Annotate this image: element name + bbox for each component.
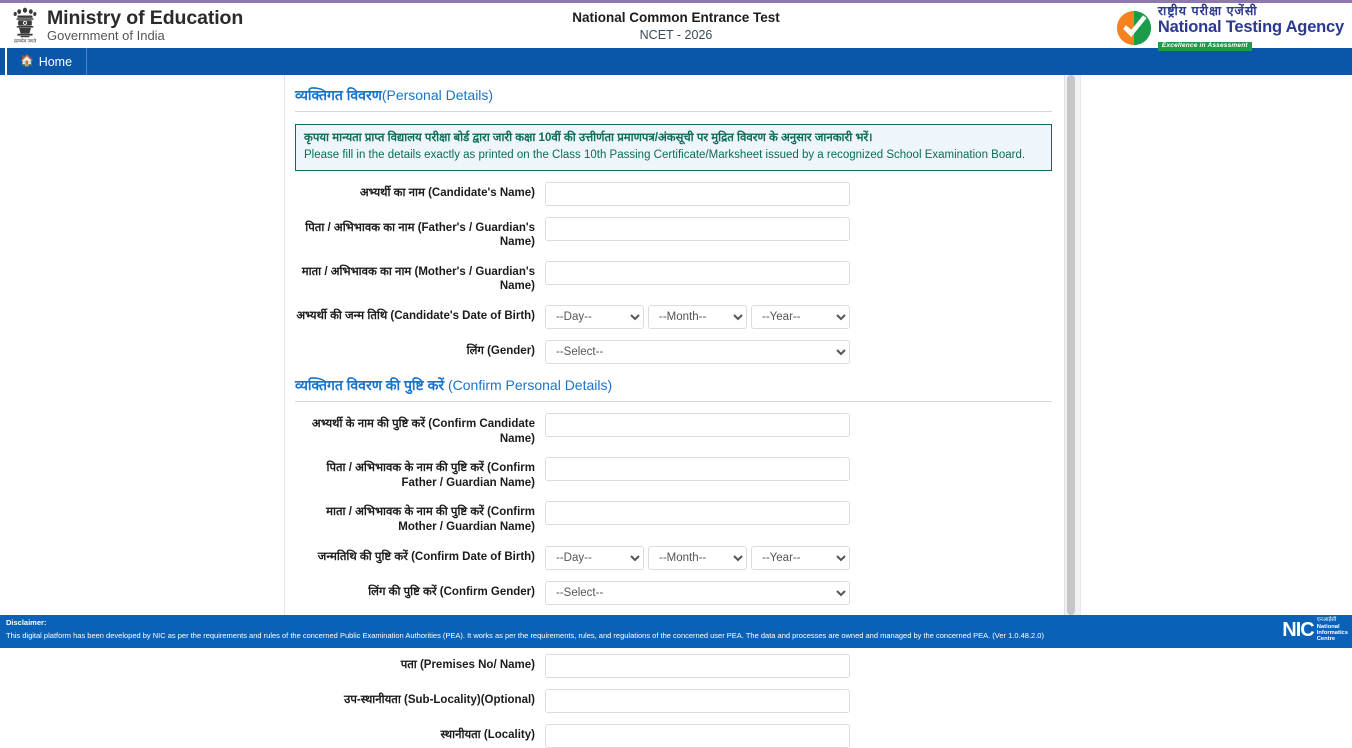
father-name-input[interactable] bbox=[545, 217, 850, 241]
label-sub-locality-en: (Sub-Locality)(Optional) bbox=[404, 693, 535, 706]
confirm-father-name-input[interactable] bbox=[545, 457, 850, 481]
label-father-name bbox=[295, 217, 545, 250]
exam-subtitle: NCET - 2026 bbox=[639, 27, 713, 42]
site-footer bbox=[0, 615, 1352, 648]
label-confirm-date-of-birth-en: (Confirm Date of Birth) bbox=[411, 550, 535, 563]
dob-year-select[interactable] bbox=[751, 305, 850, 329]
candidate-name-input[interactable] bbox=[545, 182, 850, 206]
form-row-confirm-candidate-name bbox=[295, 413, 1052, 446]
nic-name-line2: Informatics bbox=[1316, 630, 1348, 637]
label-mother-name bbox=[295, 261, 545, 294]
label-premises-hi: पता bbox=[400, 658, 420, 671]
confirm-mother-name-input[interactable] bbox=[545, 501, 850, 525]
locality-input[interactable] bbox=[545, 724, 850, 748]
label-confirm-father-name bbox=[295, 457, 545, 490]
label-date-of-birth bbox=[295, 305, 545, 324]
ministry-branding bbox=[0, 6, 243, 46]
form-row-date-of-birth bbox=[295, 305, 1052, 329]
label-confirm-father-name-hi: पिता / अभिभावक के नाम की पुष्टि करें bbox=[326, 462, 488, 475]
nav-item-home-label: Home bbox=[38, 54, 73, 69]
label-gender bbox=[295, 340, 545, 359]
label-locality-en: (Locality) bbox=[483, 728, 535, 741]
nta-branding bbox=[1116, 5, 1344, 51]
ministry-subtitle: Government of India bbox=[47, 27, 165, 43]
form-row-confirm-date-of-birth bbox=[295, 546, 1052, 570]
section-heading-confirm-personal-details bbox=[295, 364, 1052, 402]
nic-name-line1: National bbox=[1316, 623, 1340, 630]
instruction-notice bbox=[295, 124, 1052, 171]
label-confirm-candidate-name-en: (Confirm Candidate Name) bbox=[428, 418, 535, 445]
label-sub-locality bbox=[295, 689, 545, 708]
label-confirm-father-name-en: (Confirm Father / Guardian Name) bbox=[401, 462, 535, 489]
label-candidate-name bbox=[295, 182, 545, 201]
label-confirm-gender bbox=[295, 581, 545, 600]
sub-locality-input[interactable] bbox=[545, 689, 850, 713]
ministry-title: Ministry of Education bbox=[47, 7, 244, 30]
label-locality bbox=[295, 724, 545, 743]
section-heading-confirm-personal-details-en: (Confirm Personal Details) bbox=[447, 377, 613, 394]
nta-tagline: Excellence in Assessment bbox=[1158, 42, 1252, 51]
instruction-notice-hindi: कृपया मान्यता प्राप्त विद्यालय परीक्षा बोर्ड द्वारा जारी कक्षा 10वीं की उत्तीर्णता प्रमाणपत्र/अंकसूची पर मुद्रित विवरण के अनुसार जानकारी भरें। bbox=[304, 132, 873, 144]
section-heading-confirm-personal-details-hi: व्यक्तिगत विवरण की पुष्टि करें bbox=[295, 377, 448, 394]
label-confirm-candidate-name bbox=[295, 413, 545, 446]
confirm-candidate-name-input[interactable] bbox=[545, 413, 850, 437]
page-scrollbar[interactable] bbox=[1064, 75, 1080, 615]
label-father-name-en: (Father's / Guardian's Name) bbox=[417, 221, 535, 249]
section-heading-personal-details-en: (Personal Details) bbox=[381, 87, 494, 103]
label-candidate-name-hi: अभ्यर्थी का नाम bbox=[359, 186, 429, 199]
disclaimer-title: Disclaimer: bbox=[6, 618, 47, 627]
site-header bbox=[0, 3, 1352, 48]
exam-title: National Common Entrance Test bbox=[572, 9, 780, 25]
section-heading-personal-details bbox=[295, 75, 1052, 112]
confirm-gender-select[interactable] bbox=[545, 581, 850, 605]
form-row-gender bbox=[295, 340, 1052, 364]
nic-name-line3: Centre bbox=[1316, 636, 1336, 643]
form-row-sub-locality bbox=[295, 689, 1052, 713]
form-row-confirm-gender bbox=[295, 581, 1052, 605]
nta-logo-icon bbox=[1116, 10, 1152, 46]
dob-month-select[interactable] bbox=[648, 305, 747, 329]
nic-name-hindi: एनआईसी bbox=[1316, 617, 1337, 623]
label-date-of-birth-hi: अभ्यर्थी की जन्म तिथि bbox=[296, 310, 391, 323]
instruction-notice-english: Please fill in the details exactly as printed on the Class 10th Passing Certificate/Marksheet issued by a recognized School Examination Board. bbox=[304, 149, 1026, 162]
form-row-father-name bbox=[295, 217, 1052, 250]
label-gender-hi: लिंग bbox=[466, 345, 488, 358]
label-confirm-candidate-name-hi: अभ्यर्थी के नाम की पुष्टि करें bbox=[311, 418, 429, 431]
label-mother-name-hi: माता / अभिभावक का नाम bbox=[301, 265, 415, 278]
label-confirm-mother-name bbox=[295, 501, 545, 534]
label-father-name-hi: पिता / अभिभावक का नाम bbox=[305, 221, 418, 234]
premises-input[interactable] bbox=[545, 654, 850, 678]
nic-logo bbox=[1282, 618, 1348, 643]
main-navigation-bar bbox=[0, 48, 1352, 75]
label-confirm-gender-en: (Confirm Gender) bbox=[439, 585, 535, 598]
national-emblem-icon bbox=[10, 6, 40, 46]
form-row-confirm-mother-name bbox=[295, 501, 1052, 534]
label-mother-name-en: (Mother's / Guardian's Name) bbox=[414, 265, 535, 293]
label-date-of-birth-en: (Candidate's Date of Birth) bbox=[390, 310, 535, 323]
label-sub-locality-hi: उप-स्थानीयता bbox=[344, 693, 405, 706]
gender-select[interactable] bbox=[545, 340, 850, 364]
page-scrollbar-thumb[interactable] bbox=[1067, 75, 1075, 615]
disclaimer-text: This digital platform has been developed by NIC as per the requirements and rules of the concerned Public Examination Authorities (PEA). It works as per the requirements, rules, and regulations of the concerned user PEA. The data and processes are owned and managed by the concerned PEA. (Ver 1.0.48.2.0) bbox=[6, 630, 1044, 640]
label-premises-en: (Premises No/ Name) bbox=[419, 658, 535, 671]
label-confirm-date-of-birth-hi: जन्मतिथि की पुष्टि करें bbox=[317, 550, 412, 563]
form-row-confirm-father-name bbox=[295, 457, 1052, 490]
label-confirm-date-of-birth bbox=[295, 546, 545, 565]
home-icon: 🏠 bbox=[20, 55, 34, 67]
confirm-dob-day-select[interactable] bbox=[545, 546, 644, 570]
section-heading-personal-details-hi: व्यक्तिगत विवरण bbox=[295, 87, 382, 103]
form-row-premises bbox=[295, 654, 1052, 678]
form-row-mother-name bbox=[295, 261, 1052, 294]
left-gutter bbox=[0, 75, 285, 615]
confirm-dob-year-select[interactable] bbox=[751, 546, 850, 570]
dob-day-select[interactable] bbox=[545, 305, 644, 329]
right-gutter bbox=[1080, 75, 1352, 615]
form-row-candidate-name bbox=[295, 182, 1052, 206]
label-premises bbox=[295, 654, 545, 673]
label-gender-en: (Gender) bbox=[487, 345, 535, 358]
nta-title-english: National Testing Agency bbox=[1157, 17, 1344, 36]
nic-wordmark: NIC bbox=[1282, 619, 1314, 642]
form-row-locality bbox=[295, 724, 1052, 748]
label-confirm-mother-name-en: (Confirm Mother / Guardian Name) bbox=[398, 506, 535, 533]
label-confirm-gender-hi: लिंग की पुष्टि करें bbox=[368, 585, 440, 598]
label-candidate-name-en: (Candidate's Name) bbox=[428, 186, 535, 199]
nta-title-hindi: राष्ट्रीय परीक्षा एजेंसी bbox=[1157, 4, 1258, 18]
mother-name-input[interactable] bbox=[545, 261, 850, 285]
confirm-dob-month-select[interactable] bbox=[648, 546, 747, 570]
emblem-motto: सत्यमेव जयते bbox=[13, 38, 37, 44]
nav-item-home[interactable] bbox=[5, 48, 87, 75]
label-confirm-mother-name-hi: माता / अभिभावक के नाम की पुष्टि करें bbox=[326, 506, 488, 519]
label-locality-hi: स्थानीयता bbox=[440, 728, 484, 741]
